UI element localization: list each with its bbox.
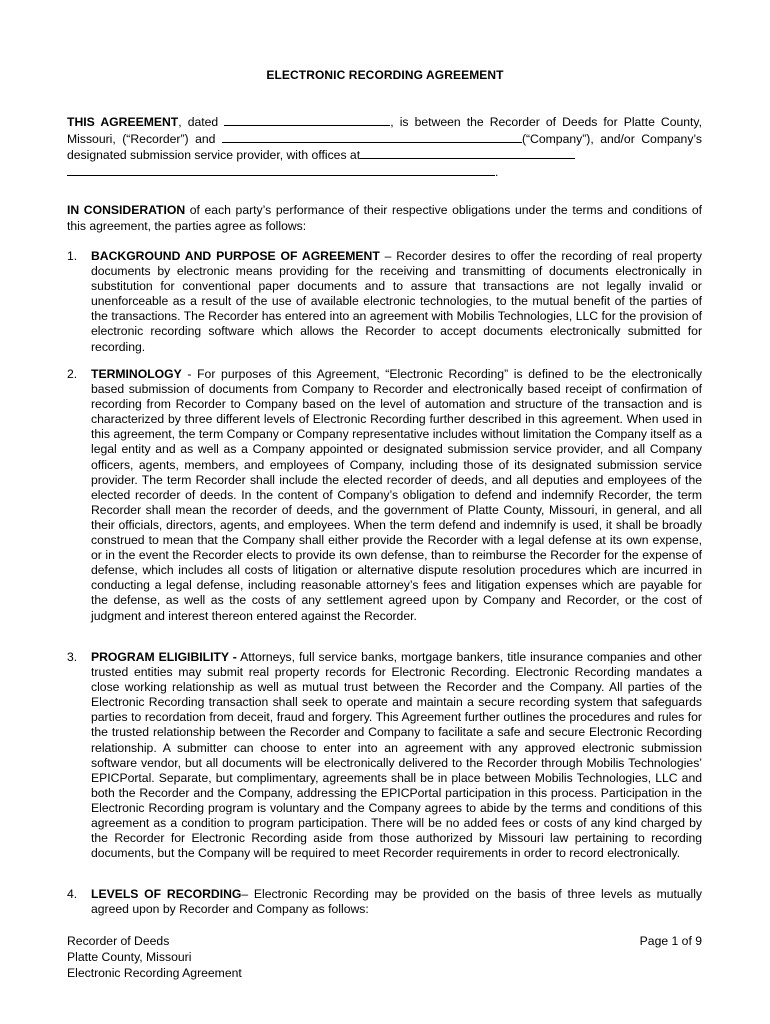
intro-text-1: , dated <box>178 115 225 129</box>
section-terminology <box>67 367 702 624</box>
section-number: 2. <box>67 367 78 381</box>
footer-line-1: Recorder of Deeds <box>67 934 170 948</box>
intro-text-2: , is between the Recorder of Deeds for Platte County, Missouri, (“Recorder”) and <box>67 115 703 146</box>
consideration-paragraph <box>67 203 702 234</box>
section-background <box>67 249 702 355</box>
document-title: ELECTRONIC RECORDING AGREEMENT <box>266 68 504 82</box>
intro-text-4: . <box>495 164 499 179</box>
section-heading: TERMINOLOGY <box>91 367 182 381</box>
section-heading: BACKGROUND AND PURPOSE OF AGREEMENT <box>91 249 380 263</box>
section-levels-of-recording <box>67 887 702 917</box>
intro-paragraph <box>67 114 702 180</box>
page-number: Page 1 of 9 <box>639 934 702 948</box>
section-text: – Electronic Recording may be provided on the basis of three levels as mutually agreed upon by Recorder and Company as follows: <box>91 887 702 917</box>
company-name-blank-field[interactable] <box>222 131 522 143</box>
intro-lead: THIS AGREEMENT <box>67 115 179 129</box>
section-number: 3. <box>67 650 78 664</box>
consideration-lead: IN CONSIDERATION <box>67 203 186 217</box>
section-number: 1. <box>67 249 78 263</box>
section-text: - For purposes of this Agreement, “Electronic Recording” is defined to be the electronically based submission of documents from Company to Recorder and electronically based receipt of confirmation of recording from Recorder to Company based on the level of automation and structure of the transaction and is characterized by three different levels of Electronic Recording further described in this agreement. When used in this agreement, the term Company or Company representative includes without limitation the Company itself as a legal entity and as well as a Company appointed or designated submission service provider, and all Company officers, agents, members, and employees of Company, including those of its designated submission service provider. The term Recorder shall include the elected recorder of deeds, and all deputies and employees of the elected recorder of deeds. In the content of Company’s obligation to defend and indemnify Recorder, the term Recorder shall mean the recorder of deeds, and the government of Platte County, Missouri, in general, and all their officials, directors, agents, and employees. When the term defend and indemnify is used, it shall be broadly construed to mean that the Company shall either provide the Recorder with a legal defense at its own expense, or in the event the Recorder elects to provide its own defense, than to reimburse the Recorder for the expense of defense, which includes all costs of litigation or alternative dispute resolution procedures which are incurred in conducting a legal defense, including reasonable attorney’s fees and litigation expenses which are payable for the defense, as well as the costs of any settlement agreed upon by Company and Recorder, or the cost of judgment and interest thereon entered against the Recorder. <box>91 367 702 623</box>
section-number: 4. <box>67 887 78 901</box>
section-heading: PROGRAM ELIGIBILITY - <box>91 650 237 664</box>
section-text: – Recorder desires to offer the recording of real property documents by electronic means providing for the receiving and transmitting of documents electronically in substitution for conventional paper documents and to assure that transactions are not legally invalid or unenforceable as a result of the use of available electronic technologies, to the mutual benefit of the parties of the transactions. The Recorder has entered into an agreement with Mobilis Technologies, LLC for the provision of electronic recording software which allows the Recorder to accept documents electronically submitted for recording. <box>91 249 702 354</box>
section-heading: LEVELS OF RECORDING <box>91 887 242 901</box>
footer-line-3: Electronic Recording Agreement <box>67 966 242 980</box>
office-address-blank-field[interactable] <box>360 147 575 159</box>
footer-line-2: Platte County, Missouri <box>67 950 192 964</box>
intro-text-3: (“Company”), and/or Company’s designated submission service provider, with offices at <box>67 131 703 163</box>
section-text: Attorneys, full service banks, mortgage bankers, title insurance companies and other trusted entities may submit real property records for Electronic Recording. Electronic Recording mandates a close working relationship as well as mutual trust between the Recorder and the Company. All parties of the Electronic Recording transaction shall seek to operate and maintain a secure recording system that safeguards parties to recordation from deceit, fraud and forgery. This Agreement further outlines the procedures and rules for the trusted relationship between the Recorder and Company to facilitate a safe and secure Electronic Recording relationship. A submitter can choose to enter into an agreement with any approved electronic submission software vendor, but all documents will be electronically delivered to the Recorder through Mobilis Technologies’ EPICPortal. Separate, but complimentary, agreements shall be in place between Mobilis Technologies, LLC and both the Recorder and the Company, addressing the EPICPortal participation in this process. Participation in the Electronic Recording program is voluntary and the Company agrees to abide by the terms and conditions of this agreement as a condition to program participation. There will be no added fees or costs of any kind charged by the Recorder for Electronic Recording aside from those authorized by Missouri law pertaining to recording documents, but the Company will be required to meet Recorder requirements in order to record electronically. <box>91 650 702 861</box>
office-address-blank-field-2[interactable] <box>67 164 495 176</box>
date-blank-field[interactable] <box>224 114 390 126</box>
section-program-eligibility <box>67 650 702 861</box>
consideration-text: of each party’s performance of their respective obligations under the terms and conditions of this agreement, the parties agree as follows: <box>67 203 702 233</box>
page-footer <box>67 933 702 981</box>
